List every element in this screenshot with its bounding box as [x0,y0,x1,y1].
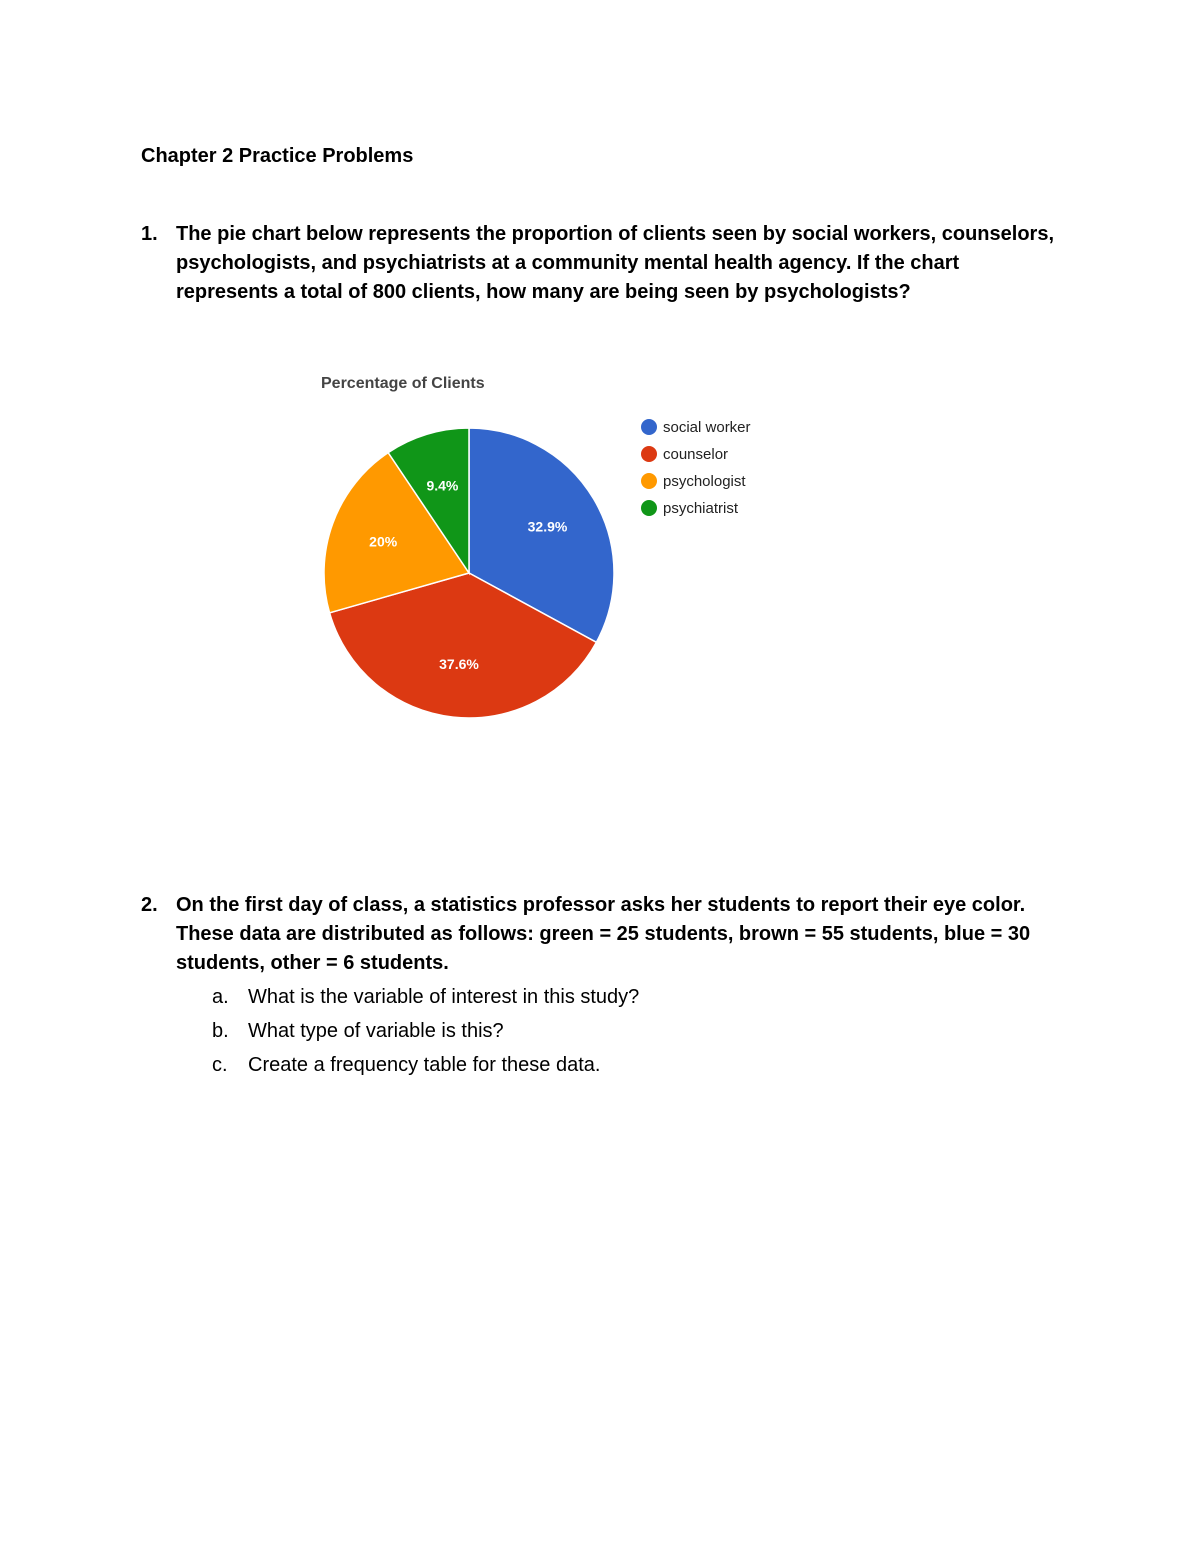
legend-label: psychologist [663,473,746,490]
sub-question-a [212,983,639,1012]
pie-chart [300,360,820,740]
sub-question-c [212,1051,600,1080]
legend-marker [641,446,657,462]
question-1-line: The pie chart below represents the proportion of clients seen by social workers, counselors, [176,223,1055,245]
pie-slice-label: 32.9% [527,518,568,535]
sub-question-letter: a. [212,986,229,1008]
pie-slice-label: 20% [369,533,398,550]
legend-label: counselor [663,446,729,463]
sub-question-b [212,1017,504,1046]
question-2-number: 2. [141,894,158,916]
legend-marker [641,500,657,516]
question-1-text [176,220,1076,307]
sub-question-letter: c. [212,1054,228,1076]
pie-slices [324,428,614,718]
question-2-line: students, other = 6 students. [176,952,449,974]
question-2-line: On the first day of class, a statistics professor asks her students to report their eye color. [176,894,1026,916]
legend-label: psychiatrist [663,500,739,517]
legend-marker [641,419,657,435]
pie-chart-svg [300,360,820,740]
question-2-text [176,891,1076,978]
pie-slice-label: 9.4% [426,477,459,494]
legend-marker [641,473,657,489]
sub-question-text: Create a frequency table for these data. [248,1054,601,1076]
chart-legend [641,419,751,517]
pie-slice-label: 37.6% [439,655,479,672]
question-1-line: psychologists, and psychiatrists at a community mental health agency. If the chart [176,252,960,274]
sub-question-letter: b. [212,1020,229,1042]
document-title: Chapter 2 Practice Problems [141,145,414,167]
question-1-number: 1. [141,223,158,245]
question-2-line: These data are distributed as follows: green = 25 students, brown = 55 students, blue = 30 [176,923,1031,945]
sub-question-text: What type of variable is this? [248,1020,504,1042]
sub-question-text: What is the variable of interest in this study? [248,986,640,1008]
legend-label: social worker [663,419,751,436]
chart-title: Percentage of Clients [321,375,485,392]
question-1-line: represents a total of 800 clients, how many are being seen by psychologists? [176,281,911,303]
